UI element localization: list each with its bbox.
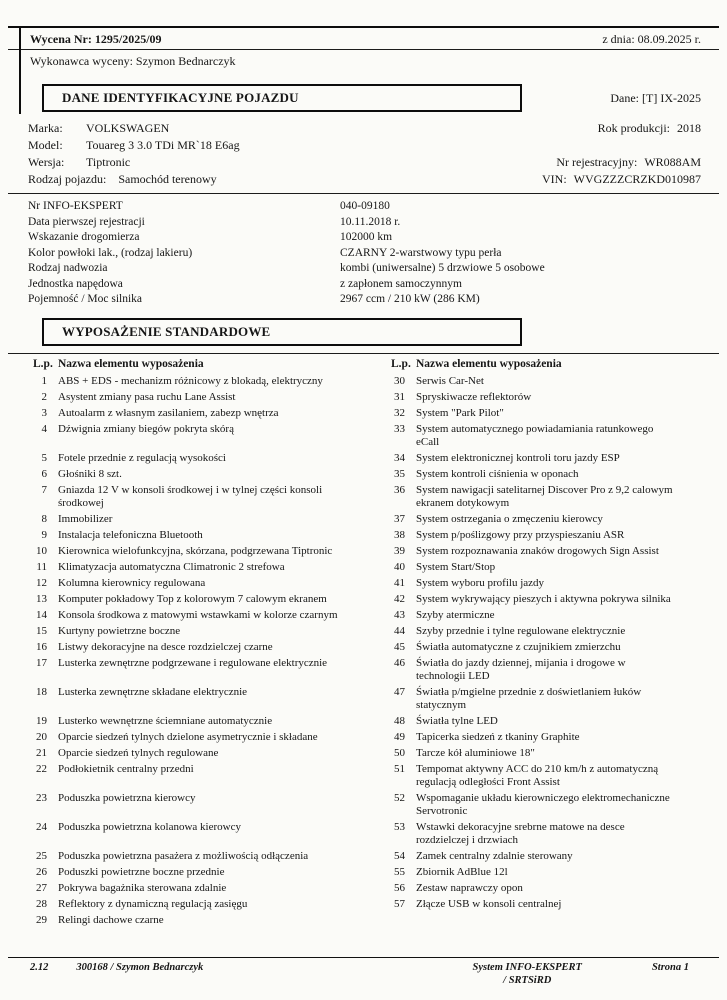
equipment-number-right: 42 bbox=[394, 592, 405, 605]
equipment-name-right: Zbiornik AdBlue 12l bbox=[416, 865, 508, 878]
equipment-name-right: Tapicerka siedzeń z tkaniny Graphite bbox=[416, 730, 580, 743]
equipment-row bbox=[28, 468, 701, 481]
equipment-name-right: Zestaw naprawczy opon bbox=[416, 881, 523, 894]
equipment-name-left: Asystent zmiany pasa ruchu Lane Assist bbox=[58, 390, 236, 403]
identification-title-box bbox=[42, 84, 522, 112]
left-edge-rule bbox=[19, 26, 21, 114]
equipment-number-right: 48 bbox=[394, 714, 405, 727]
equipment-name-left: Poduszka powietrzna kolanowa kierowcy bbox=[58, 820, 241, 833]
equipment-number-left: 3 bbox=[41, 406, 47, 419]
equipment-number-right: 45 bbox=[394, 640, 405, 653]
equipment-number-right: 46 bbox=[394, 656, 405, 669]
equipment-row bbox=[28, 686, 701, 712]
equipment-row bbox=[28, 898, 701, 911]
equipment-row bbox=[28, 763, 701, 789]
detail-row bbox=[28, 230, 701, 246]
equipment-name-left: Dźwignia zmiany biegów pokryta skórą bbox=[58, 422, 234, 435]
detail-value: CZARNY 2-warstwowy typu perła bbox=[340, 246, 502, 259]
equipment-name-right: Światła do jazdy dziennej, mijania i drogowe w technologii LED bbox=[416, 656, 626, 682]
equipment-name-left: Autoalarm z własnym zasilaniem, zabezp wnętrza bbox=[58, 406, 279, 419]
detail-row bbox=[28, 292, 701, 308]
vehicle-field-value: WR088AM bbox=[644, 155, 701, 169]
executor-label: Wykonawca wyceny: bbox=[30, 54, 133, 68]
equipment-number-left: 2 bbox=[41, 390, 47, 403]
equipment-name-right: System nawigacji satelitarnej Discover Pro z 9,2 calowym ekranem dotykowym bbox=[416, 483, 673, 509]
equipment-number-left: 1 bbox=[41, 374, 47, 387]
page-footer bbox=[8, 957, 719, 987]
equipment-section-header bbox=[28, 318, 701, 346]
equipment-number-left: 5 bbox=[41, 451, 47, 464]
detail-label: Rodzaj nadwozia bbox=[28, 262, 108, 274]
equipment-row bbox=[28, 545, 701, 558]
equipment-row bbox=[28, 609, 701, 622]
vehicle-field-value: Samochód terenowy bbox=[118, 172, 217, 186]
equipment-number-left: 23 bbox=[36, 791, 47, 804]
equipment-name-left: Poduszka powietrzna kierowcy bbox=[58, 791, 196, 804]
valuation-number-label: Wycena Nr: bbox=[30, 32, 92, 46]
equipment-row bbox=[28, 866, 701, 879]
details-top-rule bbox=[8, 193, 719, 194]
equipment-name-right: System automatycznego powiadamiania ratunkowego eCall bbox=[416, 422, 654, 448]
equipment-name-right: Tempomat aktywny ACC do 210 km/h z automatyczną regulacją odległości Front Assist bbox=[416, 762, 659, 788]
vehicle-field-left bbox=[28, 171, 217, 188]
vehicle-field-right bbox=[542, 171, 701, 188]
vehicle-field-value: 2018 bbox=[677, 121, 701, 135]
equipment-number-right: 56 bbox=[394, 881, 405, 894]
equipment-number-right: 41 bbox=[394, 576, 405, 589]
detail-value: 10.11.2018 r. bbox=[340, 215, 401, 228]
equipment-name-left: Fotele przednie z regulacją wysokości bbox=[58, 451, 226, 464]
equipment-rows bbox=[28, 375, 701, 927]
equipment-number-left: 29 bbox=[36, 913, 47, 926]
equipment-number-right: 44 bbox=[394, 624, 405, 637]
equipment-row bbox=[28, 821, 701, 847]
equipment-number-right: 51 bbox=[394, 762, 405, 775]
equipment-number-right: 49 bbox=[394, 730, 405, 743]
equipment-name-left: Klimatyzacja automatyczna Climatronic 2 strefowa bbox=[58, 560, 285, 573]
footer-system-line1: System INFO-EKSPERT bbox=[472, 962, 582, 973]
equipment-name-right: System p/poślizgowy przy przyspieszaniu ASR bbox=[416, 528, 625, 541]
dane-value: [T] IX-2025 bbox=[642, 90, 701, 105]
equipment-number-left: 12 bbox=[36, 576, 47, 589]
vehicle-field-label: VIN: bbox=[542, 172, 567, 186]
vehicle-field-label: Wersja: bbox=[28, 155, 65, 169]
vehicle-field-right bbox=[598, 120, 701, 137]
equipment-row bbox=[28, 625, 701, 638]
equipment-number-right: 30 bbox=[394, 374, 405, 387]
equipment-number-right: 37 bbox=[394, 512, 405, 525]
equipment-number-left: 6 bbox=[41, 467, 47, 480]
equipment-name-right: System kontroli ciśnienia w oponach bbox=[416, 467, 579, 480]
vehicle-field-value: VOLKSWAGEN bbox=[86, 121, 170, 135]
equipment-name-right: Wspomaganie układu kierowniczego elektromechaniczne Servotronic bbox=[416, 791, 670, 817]
valuation-date bbox=[602, 32, 701, 47]
equipment-name-right: System elektronicznej kontroli toru jazdy ESP bbox=[416, 451, 620, 464]
equipment-number-right: 53 bbox=[394, 820, 405, 833]
vehicle-field-label: Rodzaj pojazdu: bbox=[28, 172, 107, 186]
equipment-number-right: 38 bbox=[394, 528, 405, 541]
equipment-name-right: System Start/Stop bbox=[416, 560, 496, 573]
equipment-number-right: 57 bbox=[394, 897, 405, 910]
valuation-number bbox=[30, 32, 162, 47]
equipment-number-right: 36 bbox=[394, 483, 405, 496]
equipment-name-left: Kurtyny powietrzne boczne bbox=[58, 624, 181, 637]
equipment-number-right: 31 bbox=[394, 390, 405, 403]
lp-header-right: L.p. bbox=[391, 357, 411, 370]
equipment-name-right: Światła p/mgielne przednie z doświetlaniem łuków statycznym bbox=[416, 685, 642, 711]
equipment-name-right: System wyboru profilu jazdy bbox=[416, 576, 545, 589]
equipment-row bbox=[28, 747, 701, 760]
detail-label: Pojemność / Moc silnika bbox=[28, 293, 143, 305]
vehicle-field-label: Marka: bbox=[28, 121, 63, 135]
vehicle-field-label: Rok produkcji: bbox=[597, 121, 670, 135]
detail-value: z zapłonem samoczynnym bbox=[340, 277, 462, 290]
equipment-name-left: Immobilizer bbox=[58, 512, 113, 525]
equipment-row bbox=[28, 484, 701, 510]
equipment-name-left: Oparcie siedzeń tylnych regulowane bbox=[58, 746, 219, 759]
equipment-name-left: Oparcie siedzeń tylnych dzielone asymetrycznie i składane bbox=[58, 730, 318, 743]
equipment-row bbox=[28, 407, 701, 420]
equipment-name-left: Poduszki powietrzne boczne przednie bbox=[58, 865, 225, 878]
detail-label: Kolor powłoki lak., (rodzaj lakieru) bbox=[28, 246, 193, 259]
equipment-row bbox=[28, 375, 701, 388]
detail-value: 040-09180 bbox=[340, 200, 390, 212]
equipment-number-left: 7 bbox=[41, 483, 47, 496]
equipment-name-right: Szyby przednie i tylne regulowane elektrycznie bbox=[416, 624, 626, 637]
equipment-name-left: Konsola środkowa z matowymi wstawkami w kolorze czarnym bbox=[58, 608, 338, 621]
vehicle-field-left bbox=[28, 137, 240, 154]
equipment-name-right: System "Park Pilot" bbox=[416, 406, 504, 419]
equipment-row bbox=[28, 731, 701, 744]
equipment-number-left: 15 bbox=[36, 624, 47, 637]
footer-page-number: Strona 1 bbox=[651, 962, 689, 973]
equipment-number-right bbox=[386, 914, 416, 927]
equipment-name-left: Lusterka zewnętrzne podgrzewane i regulowane elektrycznie bbox=[58, 656, 328, 669]
equipment-row bbox=[28, 391, 701, 404]
equipment-row bbox=[28, 593, 701, 606]
equipment-number-left: 22 bbox=[36, 762, 47, 775]
identification-section-header bbox=[28, 84, 701, 112]
equipment-title: WYPOSAŻENIE STANDARDOWE bbox=[62, 323, 271, 339]
equipment-row bbox=[28, 850, 701, 863]
equipment-row bbox=[28, 882, 701, 895]
equipment-number-left: 4 bbox=[41, 422, 47, 435]
equipment-name-left: Lusterko wewnętrzne ściemniane automatycznie bbox=[58, 714, 273, 727]
equipment-number-left: 17 bbox=[36, 656, 47, 669]
equipment-row bbox=[28, 423, 701, 449]
equipment-column-headers bbox=[28, 354, 701, 374]
equipment-row bbox=[28, 452, 701, 465]
valuation-date-label: z dnia: bbox=[602, 32, 635, 46]
vehicle-row bbox=[28, 120, 701, 137]
equipment-name-left: Pokrywa bagażnika sterowana zdalnie bbox=[58, 881, 227, 894]
equipment-number-left: 24 bbox=[36, 820, 47, 833]
equipment-name-right: Spryskiwacze reflektorów bbox=[416, 390, 532, 403]
equipment-number-right: 32 bbox=[394, 406, 405, 419]
footer-version: 2.12 bbox=[30, 962, 49, 973]
equipment-number-right: 33 bbox=[394, 422, 405, 435]
equipment-number-left: 26 bbox=[36, 865, 47, 878]
equipment-number-right: 40 bbox=[394, 560, 405, 573]
equipment-row bbox=[28, 792, 701, 818]
equipment-name-left: Listwy dekoracyjne na desce rozdzielczej czarne bbox=[58, 640, 273, 653]
detail-value: 102000 km bbox=[340, 231, 393, 243]
detail-value: 2967 ccm / 210 kW (286 KM) bbox=[340, 293, 480, 305]
equipment-number-right: 35 bbox=[394, 467, 405, 480]
equipment-name-left: Lusterka zewnętrzne składane elektrycznie bbox=[58, 685, 248, 698]
valuation-number-value: 1295/2025/09 bbox=[94, 32, 162, 46]
equipment-name-right: Serwis Car-Net bbox=[416, 374, 484, 387]
vehicle-field-left bbox=[28, 120, 169, 137]
equipment-title-box bbox=[42, 318, 522, 346]
detail-row bbox=[28, 261, 701, 277]
details-rows bbox=[28, 199, 701, 308]
equipment-name-right: System wykrywający pieszych i aktywna pokrywa silnika bbox=[416, 592, 671, 605]
equipment-number-left: 13 bbox=[36, 592, 47, 605]
equipment-row bbox=[28, 513, 701, 526]
vehicle-row bbox=[28, 171, 701, 188]
detail-label: Data pierwszej rejestracji bbox=[28, 215, 145, 228]
vehicle-field-value: Tiptronic bbox=[86, 155, 131, 169]
equipment-row bbox=[28, 577, 701, 590]
equipment-name-left: ABS + EDS - mechanizm różnicowy z blokadą, elektryczny bbox=[58, 374, 323, 387]
equipment-number-left: 8 bbox=[41, 512, 47, 525]
equipment-name-left: Reflektory z dynamiczną regulacją zasięgu bbox=[58, 897, 248, 910]
equipment-number-left: 16 bbox=[36, 640, 47, 653]
equipment-number-left: 10 bbox=[36, 544, 47, 557]
footer-system-line2: / SRTSiRD bbox=[503, 974, 552, 986]
vehicle-field-label: Model: bbox=[28, 138, 63, 152]
equipment-number-left: 28 bbox=[36, 897, 47, 910]
footer-system bbox=[473, 962, 582, 987]
equipment-number-left: 18 bbox=[36, 685, 47, 698]
equipment-row bbox=[28, 561, 701, 574]
vehicle-field-left bbox=[28, 154, 130, 171]
vehicle-row bbox=[28, 137, 701, 154]
equipment-number-left: 14 bbox=[36, 608, 47, 621]
equipment-row bbox=[28, 529, 701, 542]
detail-row bbox=[28, 215, 701, 231]
equipment-name-right: Zamek centralny zdalnie sterowany bbox=[416, 849, 573, 862]
vehicle-field-right bbox=[556, 154, 701, 171]
equipment-name-right: Tarcze kół aluminiowe 18" bbox=[416, 746, 535, 759]
detail-row bbox=[28, 246, 701, 262]
equipment-name-left: Poduszka powietrzna pasażera z możliwością odłączenia bbox=[58, 849, 309, 862]
identification-title: DANE IDENTYFIKACYJNE POJAZDU bbox=[62, 90, 299, 105]
equipment-name-left: Kierownica wielofunkcyjna, skórzana, podgrzewana Tiptronic bbox=[58, 544, 333, 557]
vehicle-row bbox=[28, 154, 701, 171]
dane-label: Dane: bbox=[610, 90, 640, 105]
equipment-name-right: Wstawki dekoracyjne srebrne matowe na desce rozdzielczej i drzwiach bbox=[416, 820, 625, 846]
equipment-name-right bbox=[416, 914, 701, 927]
equipment-name-left: Gniazda 12 V w konsoli środkowej i w tylnej części konsoli środkowej bbox=[58, 483, 323, 509]
equipment-number-left: 19 bbox=[36, 714, 47, 727]
equipment-row bbox=[28, 641, 701, 654]
document-header-row bbox=[28, 28, 701, 49]
dane-reference bbox=[610, 91, 701, 106]
equipment-number-left: 25 bbox=[36, 849, 47, 862]
lp-header-left: L.p. bbox=[33, 357, 53, 370]
equipment-number-left: 9 bbox=[41, 528, 47, 541]
equipment-number-right: 39 bbox=[394, 544, 405, 557]
equipment-name-right: System ostrzegania o zmęczeniu kierowcy bbox=[416, 512, 603, 525]
equipment-number-right: 52 bbox=[394, 791, 405, 804]
equipment-number-right: 54 bbox=[394, 849, 405, 862]
footer-reference: 300168 / Szymon Bednarczyk bbox=[76, 962, 204, 973]
equipment-name-right: Szyby atermiczne bbox=[416, 608, 495, 621]
vehicle-rows bbox=[28, 120, 701, 188]
vehicle-field-value: WVGZZZCRZKD010987 bbox=[573, 172, 701, 186]
name-header-right: Nazwa elementu wyposażenia bbox=[416, 357, 562, 370]
equipment-name-right: Światła automatyczne z czujnikiem zmierzchu bbox=[416, 640, 621, 653]
equipment-name-right: System rozpoznawania znaków drogowych Sign Assist bbox=[416, 544, 659, 557]
detail-row bbox=[28, 199, 701, 215]
equipment-name-left: Kolumna kierownicy regulowana bbox=[58, 576, 206, 589]
equipment-number-right: 43 bbox=[394, 608, 405, 621]
vehicle-field-label: Nr rejestracyjny: bbox=[556, 155, 638, 169]
executor-line bbox=[28, 50, 701, 73]
equipment-name-left: Instalacja telefoniczna Bluetooth bbox=[58, 528, 203, 541]
equipment-name-left: Podłokietnik centralny przedni bbox=[58, 762, 194, 775]
detail-value: kombi (uniwersalne) 5 drzwiowe 5 osobowe bbox=[340, 262, 545, 274]
equipment-number-left: 11 bbox=[36, 560, 47, 573]
equipment-number-left: 20 bbox=[36, 730, 47, 743]
equipment-name-left: Relingi dachowe czarne bbox=[58, 913, 164, 926]
equipment-row bbox=[28, 914, 701, 927]
equipment-number-right: 34 bbox=[394, 451, 405, 464]
equipment-number-right: 47 bbox=[394, 685, 405, 698]
detail-label: Nr INFO-EKSPERT bbox=[28, 200, 123, 212]
equipment-row bbox=[28, 657, 701, 683]
equipment-name-left: Głośniki 8 szt. bbox=[58, 467, 122, 480]
detail-label: Wskazanie drogomierza bbox=[28, 231, 140, 243]
detail-row bbox=[28, 277, 701, 293]
vehicle-field-value: Touareg 3 3.0 TDi MR`18 E6ag bbox=[86, 138, 240, 152]
equipment-name-left: Komputer pokładowy Top z kolorowym 7 calowym ekranem bbox=[58, 592, 327, 605]
equipment-number-right: 50 bbox=[394, 746, 405, 759]
equipment-number-left: 27 bbox=[36, 881, 47, 894]
equipment-name-right: Złącze USB w konsoli centralnej bbox=[416, 897, 562, 910]
equipment-number-left: 21 bbox=[36, 746, 47, 759]
executor-value: Szymon Bednarczyk bbox=[135, 54, 236, 68]
valuation-date-value: 08.09.2025 r. bbox=[637, 32, 701, 46]
equipment-name-right: Światła tylne LED bbox=[416, 714, 498, 727]
detail-label: Jednostka napędowa bbox=[28, 277, 123, 290]
equipment-row bbox=[28, 715, 701, 728]
name-header-left: Nazwa elementu wyposażenia bbox=[58, 357, 204, 370]
equipment-number-right: 55 bbox=[394, 865, 405, 878]
